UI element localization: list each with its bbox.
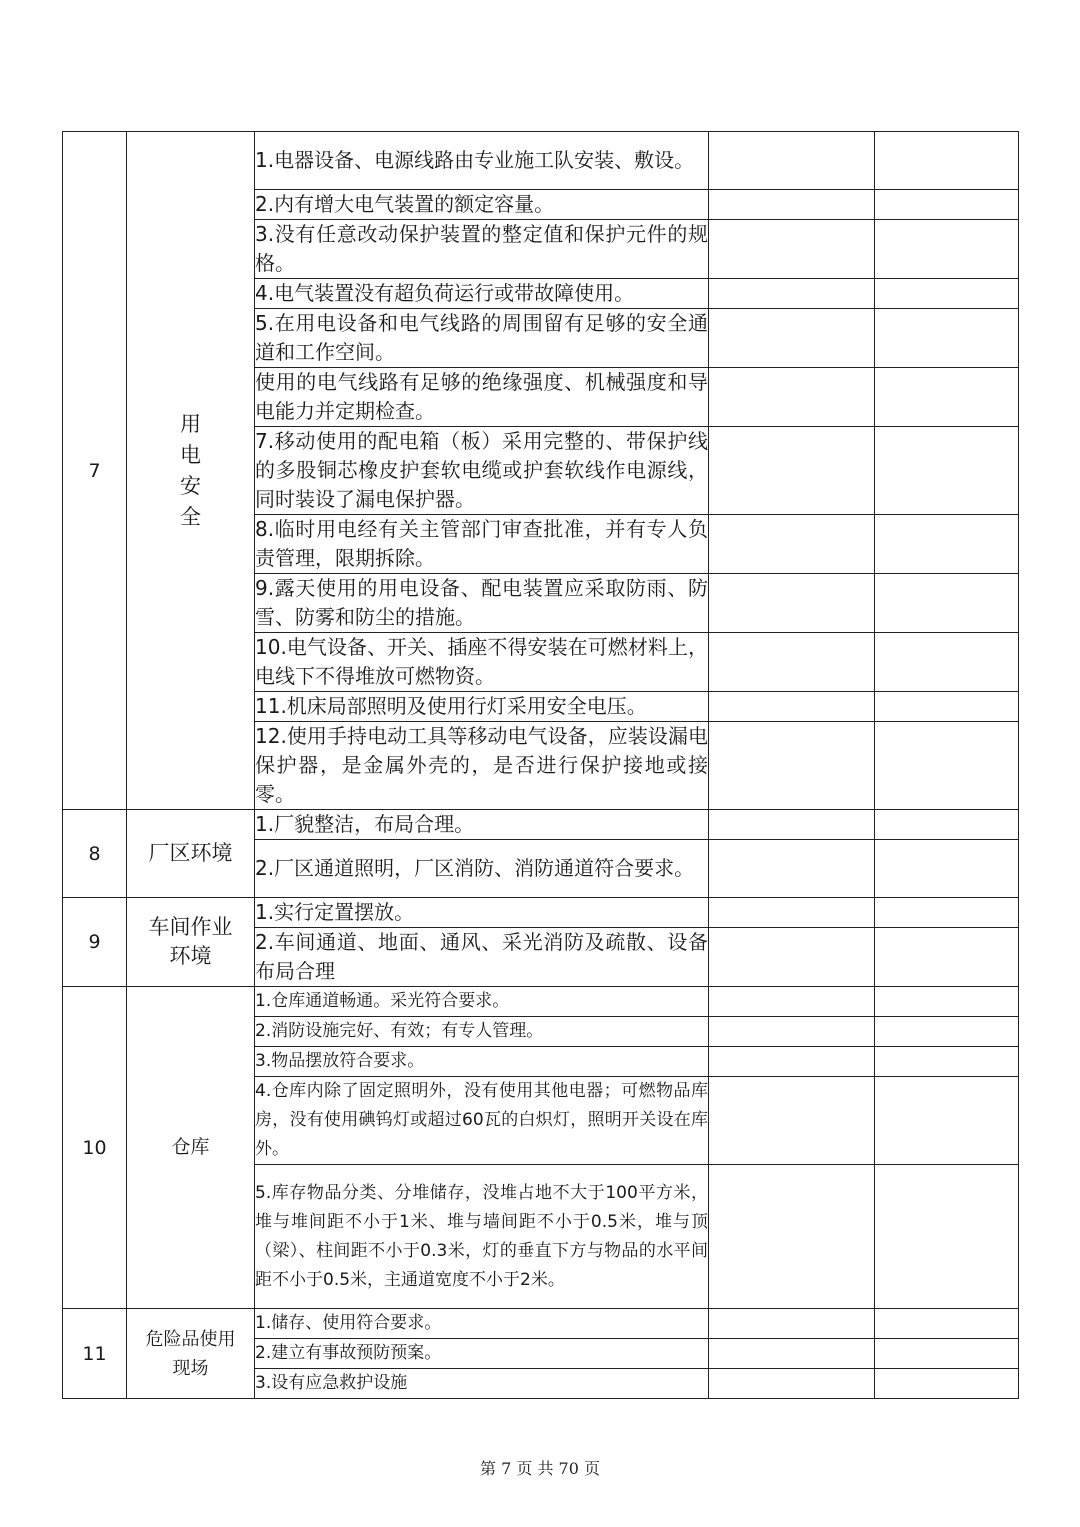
category-label xyxy=(127,132,255,810)
check-item: 10.电气设备、开关、插座不得安装在可燃材料上，电线下不得堆放可燃物资。 xyxy=(255,633,709,692)
remark-cell xyxy=(875,427,1019,515)
remark-cell xyxy=(875,1369,1019,1399)
result-cell xyxy=(709,810,875,840)
category-label: 厂区环境 xyxy=(127,810,255,898)
remark-cell xyxy=(875,1309,1019,1339)
result-cell xyxy=(709,722,875,810)
result-cell xyxy=(709,220,875,279)
check-item: 使用的电气线路有足够的绝缘强度、机械强度和导电能力并定期检查。 xyxy=(255,368,709,427)
check-item: 2.建立有事故预防预案。 xyxy=(255,1339,709,1369)
check-item: 1.厂貌整洁，布局合理。 xyxy=(255,810,709,840)
check-item: 3.设有应急救护设施 xyxy=(255,1369,709,1399)
check-item: 7.移动使用的配电箱（板）采用完整的、带保护线的多股铜芯橡皮护套软电缆或护套软线作电源线，同时装设了漏电保护器。 xyxy=(255,427,709,515)
remark-cell xyxy=(875,515,1019,574)
remark-cell xyxy=(875,633,1019,692)
check-item: 2.车间通道、地面、通风、采光消防及疏散、设备布局合理 xyxy=(255,928,709,987)
check-item: 2.厂区通道照明，厂区消防、消防通道符合要求。 xyxy=(255,840,709,898)
table-row xyxy=(63,132,1019,190)
row-number: 11 xyxy=(63,1309,127,1399)
remark-cell xyxy=(875,220,1019,279)
row-number: 8 xyxy=(63,810,127,898)
remark-cell xyxy=(875,692,1019,722)
remark-cell xyxy=(875,1077,1019,1165)
remark-cell xyxy=(875,309,1019,368)
row-number: 10 xyxy=(63,987,127,1309)
remark-cell xyxy=(875,1017,1019,1047)
row-number: 9 xyxy=(63,898,127,987)
category-label xyxy=(127,898,255,987)
check-item: 1.储存、使用符合要求。 xyxy=(255,1309,709,1339)
result-cell xyxy=(709,1077,875,1165)
check-item: 5.在用电设备和电气线路的周围留有足够的安全通道和工作空间。 xyxy=(255,309,709,368)
check-item: 8.临时用电经有关主管部门审查批准，并有专人负责管理，限期拆除。 xyxy=(255,515,709,574)
result-cell xyxy=(709,898,875,928)
remark-cell xyxy=(875,987,1019,1017)
remark-cell xyxy=(875,132,1019,190)
result-cell xyxy=(709,427,875,515)
category-label xyxy=(127,1309,255,1399)
result-cell xyxy=(709,1369,875,1399)
check-item: 1.电器设备、电源线路由专业施工队安装、敷设。 xyxy=(255,132,709,190)
result-cell xyxy=(709,1309,875,1339)
remark-cell xyxy=(875,1165,1019,1309)
check-item: 12.使用手持电动工具等移动电气设备，应装设漏电保护器，是金属外壳的，是否进行保护接地或接零。 xyxy=(255,722,709,810)
remark-cell xyxy=(875,928,1019,987)
result-cell xyxy=(709,1017,875,1047)
result-cell xyxy=(709,1047,875,1077)
remark-cell xyxy=(875,1047,1019,1077)
table-row xyxy=(63,1309,1019,1339)
result-cell xyxy=(709,633,875,692)
check-item: 11.机床局部照明及使用行灯采用安全电压。 xyxy=(255,692,709,722)
check-item: 4.仓库内除了固定照明外，没有使用其他电器；可燃物品库房，没有使用碘钨灯或超过60瓦的白炽灯，照明开关设在库外。 xyxy=(255,1077,709,1165)
remark-cell xyxy=(875,368,1019,427)
remark-cell xyxy=(875,722,1019,810)
table-row xyxy=(63,898,1019,928)
check-item: 2.内有增大电气装置的额定容量。 xyxy=(255,190,709,220)
check-item: 9.露天使用的用电设备、配电装置应采取防雨、防雪、防雾和防尘的措施。 xyxy=(255,574,709,633)
check-item: 1.仓库通道畅通。采光符合要求。 xyxy=(255,987,709,1017)
page-footer: 第 7 页 共 70 页 xyxy=(480,1459,600,1478)
result-cell xyxy=(709,132,875,190)
check-item: 2.消防设施完好、有效；有专人管理。 xyxy=(255,1017,709,1047)
remark-cell xyxy=(875,1339,1019,1369)
category-text: 用 电 安 全 xyxy=(180,411,201,529)
result-cell xyxy=(709,692,875,722)
check-item: 5.库存物品分类、分堆储存，没堆占地不大于100平方米，堆与堆间距不小于1米、堆与墙间距不小于0.5米，堆与顶（梁）、柱间距不小于0.3米，灯的垂直下方与物品的水平间距不小于0.5米，主通道宽度不小于2米。 xyxy=(255,1165,709,1309)
remark-cell xyxy=(875,840,1019,898)
result-cell xyxy=(709,368,875,427)
check-item: 4.电气装置没有超负荷运行或带故障使用。 xyxy=(255,279,709,309)
result-cell xyxy=(709,1339,875,1369)
remark-cell xyxy=(875,279,1019,309)
result-cell xyxy=(709,309,875,368)
result-cell xyxy=(709,928,875,987)
table-row xyxy=(63,810,1019,840)
category-text: 车间作业 环境 xyxy=(148,915,233,968)
remark-cell xyxy=(875,898,1019,928)
result-cell xyxy=(709,515,875,574)
remark-cell xyxy=(875,574,1019,633)
check-item: 1.实行定置摆放。 xyxy=(255,898,709,928)
check-item: 3.没有任意改动保护装置的整定值和保护元件的规格。 xyxy=(255,220,709,279)
check-item: 3.物品摆放符合要求。 xyxy=(255,1047,709,1077)
result-cell xyxy=(709,840,875,898)
result-cell xyxy=(709,574,875,633)
category-text: 危险品使用 现场 xyxy=(145,1328,236,1379)
result-cell xyxy=(709,190,875,220)
inspection-table xyxy=(62,131,1019,1399)
table-row xyxy=(63,987,1019,1017)
result-cell xyxy=(709,279,875,309)
remark-cell xyxy=(875,190,1019,220)
result-cell xyxy=(709,987,875,1017)
result-cell xyxy=(709,1165,875,1309)
row-number: 7 xyxy=(63,132,127,810)
remark-cell xyxy=(875,810,1019,840)
category-label: 仓库 xyxy=(127,987,255,1309)
